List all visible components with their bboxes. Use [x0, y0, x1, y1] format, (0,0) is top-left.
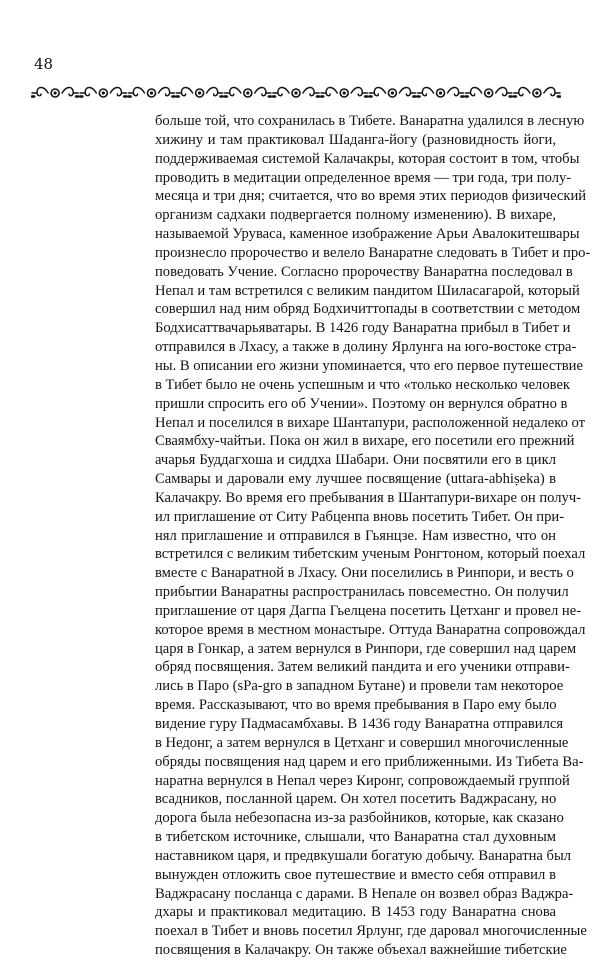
- scroll-curl-mark: [110, 87, 126, 95]
- text-line: в Недонг, а затем вернулся в Цетханг и совершил многочисленные: [155, 734, 569, 751]
- scroll-curl-mark: [418, 87, 434, 95]
- scroll-curl-mark: [255, 87, 271, 95]
- text-line: совершил над ним обряд Бодхичиттопады в соответствии с методом: [155, 301, 581, 318]
- text-line: обряды посвящения над царем и его приближенными. Из Тибета Ва-: [155, 753, 584, 770]
- scroll-curl-mark: [351, 87, 367, 95]
- scroll-curl-mark: [399, 87, 415, 95]
- text-line: произнесло пророчество и велело Ванаратне следовать в Тибет и про-: [155, 244, 591, 261]
- leaf-mark: [412, 95, 417, 98]
- text-line: которое время в местном монастыре. Оттуда Ванаратна сопровождал: [155, 621, 586, 638]
- text-line: всадников, посланной царем. Он хотел посетить Ваджрасану, но: [155, 791, 557, 808]
- text-line: Сваямбху-чайтьи. Пока он жил в вихаре, его посетили его прежний: [155, 433, 575, 450]
- scroll-curl-mark: [128, 87, 144, 95]
- leaf-mark: [460, 95, 465, 98]
- text-line: Бодхисаттвачарьяватары. В 1426 году Ванаратна прибыл в Тибет и: [155, 320, 571, 337]
- scroll-curl-mark: [448, 87, 464, 95]
- text-line: хижину и там практиковал Шаданга-йогу (разновидность йоги,: [155, 131, 556, 148]
- text-line: поведовать Учение. Согласно пророчеству Ванаратна последовал в: [155, 263, 573, 280]
- text-line: посвящения в Калачакру. Он также объехал важнейшие тибетские: [155, 942, 567, 959]
- text-line: царя в Гонкар, а затем вернулся в Ринпори, где совершил над царем: [155, 640, 577, 657]
- text-line: организм садхаки подвергается полному изменению). В вихаре,: [155, 207, 556, 224]
- scroll-curl-mark: [62, 87, 78, 95]
- leaf-mark: [75, 95, 80, 98]
- text-line: обряд посвящения. Затем великий пандита и его ученики отправи-: [155, 659, 570, 676]
- text-line: ачарья Буддагхоша и сиддха Шабари. Они посвятили его в цикл: [155, 452, 556, 469]
- text-line: Ваджрасану посланца с дарами. В Непале он возвел образ Ваджра-: [155, 885, 574, 902]
- leaf-mark: [219, 95, 224, 98]
- ornament-divider: [31, 84, 561, 102]
- scroll-curl-mark: [273, 87, 289, 95]
- body-text: [155, 112, 591, 960]
- rosette-center-mark: [150, 91, 153, 94]
- scroll-curl-mark: [159, 87, 175, 95]
- rosette-center-mark: [198, 91, 201, 94]
- text-line: месяца и три дня; считается, что во время этих периодов физический: [155, 188, 587, 205]
- text-line: нял приглашение и отправился в Гьянцзе. Нам известно, что он: [155, 527, 556, 544]
- leaf-mark: [171, 95, 176, 98]
- scroll-curl-mark: [303, 87, 319, 95]
- text-line: в Тибет было не очень успешным и что «только несколько человек: [155, 376, 571, 393]
- text-line: больше той, что сохранилась в Тибете. Ванаратна удалился в лесную: [155, 113, 585, 129]
- scroll-curl-mark: [544, 87, 560, 95]
- text-line: видение гуру Падмасамбхавы. В 1436 году Ванаратна отправился: [155, 716, 564, 732]
- scroll-curl-mark: [496, 87, 512, 95]
- text-line: вместе с Ванаратной в Лхасу. Они поселились в Ринпори, и весть о: [155, 565, 574, 582]
- text-line: дорога была небезопасна из-за разбойников, которые, как сказано: [155, 810, 564, 827]
- text-line: называемой Уруваса, каменное изображение Арьи Авалокитешвары: [155, 226, 580, 243]
- text-line: поехал в Тибет и вновь посетил Ярлунг, где даровал многочисленные: [155, 923, 587, 940]
- text-line: прибытии Ванаратны распространилась повсеместно. Он получил: [155, 584, 569, 601]
- vine-scroll-border-icon: [31, 84, 561, 102]
- leaf-mark: [123, 95, 128, 98]
- page-number: 48: [34, 55, 54, 73]
- leaf-mark: [464, 95, 469, 98]
- rosette-center-mark: [439, 91, 442, 94]
- scroll-curl-mark: [369, 87, 385, 95]
- text-line: приглашение от царя Дагпа Гьелцена посетить Цетханг и провел не-: [155, 602, 582, 619]
- text-line: ил приглашение от Ситу Рабценпа вновь посетить Тибет. Он при-: [155, 508, 565, 525]
- text-line: лись в Паро (sPa-gro в западном Бутане) и провели там некоторое: [155, 678, 564, 695]
- scroll-curl-mark: [225, 87, 241, 95]
- text-line: проводить в медитации определенное время — три года, три полу-: [155, 169, 572, 186]
- leaf-mark: [364, 95, 369, 98]
- text-line: вынужден отложить свое путешествие и вместо себя отправил в: [155, 866, 556, 883]
- leaf-mark: [320, 95, 325, 98]
- rosette-center-mark: [535, 91, 538, 94]
- text-line: дхары и практиковал медитацию. В 1453 году Ванаратна снова: [155, 904, 556, 921]
- leaf-mark: [31, 95, 36, 98]
- rosette-center-mark: [487, 91, 490, 94]
- leaf-mark: [175, 95, 180, 98]
- rosette-center-mark: [246, 91, 249, 94]
- text-line: в тибетском источнике, слышали, что Ванаратна стал духовным: [155, 829, 556, 846]
- leaf-mark: [272, 95, 277, 98]
- leaf-mark: [127, 95, 132, 98]
- scroll-curl-mark: [321, 87, 337, 95]
- text-line: Непал и там встретился с великим пандитом Шиласагарой, который: [155, 282, 580, 299]
- rosette-center-mark: [54, 91, 57, 94]
- rosette-center-mark: [391, 91, 394, 94]
- text-line: пришли спросить его об Учении». Поэтому он вернулся обратно в: [155, 395, 568, 412]
- leaf-mark: [368, 95, 373, 98]
- rosette-center-mark: [294, 91, 297, 94]
- text-line: ны. В описании его жизни упоминается, что его первое путешествие: [155, 357, 583, 374]
- leaf-mark: [508, 95, 513, 98]
- scroll-curl-mark: [207, 87, 223, 95]
- leaf-mark: [223, 95, 228, 98]
- scroll-curl-mark: [80, 87, 96, 95]
- text-line: Самвары и даровали ему лучшее посвящение (uttara-abhiṣeka) в: [155, 471, 556, 488]
- scroll-curl-mark: [514, 87, 530, 95]
- text-line: Калачакру. Во время его пребывания в Шантапури-вихаре он получ-: [155, 489, 582, 506]
- leaf-mark: [557, 95, 562, 98]
- rosette-center-mark: [343, 91, 346, 94]
- text-line: наставником царя, и предвкушали богатую добычу. Ванаратна был: [155, 847, 572, 864]
- leaf-mark: [416, 95, 421, 98]
- scroll-curl-mark: [32, 87, 48, 95]
- scroll-curl-mark: [177, 87, 193, 95]
- leaf-mark: [79, 95, 84, 98]
- scroll-curl-mark: [466, 87, 482, 95]
- text-line: наратна вернулся в Непал через Киронг, сопровождаемый группой: [155, 772, 570, 789]
- text-line: отправился в Лхасу, а также в долину Ярлунга на юго-востоке стра-: [155, 339, 577, 356]
- text-line: время. Рассказывают, что во время пребывания в Паро ему было: [155, 697, 557, 714]
- leaf-mark: [513, 95, 518, 98]
- text-line: встретился с великим тибетским ученым Ронгтоном, который поехал: [155, 546, 586, 563]
- leaf-mark: [316, 95, 321, 98]
- text-line: поддерживаемая системой Калачакры, которая состоит в том, чтобы: [155, 150, 580, 167]
- text-line: Непал и поселился в вихаре Шантапури, расположенной недалеко от: [155, 414, 586, 431]
- rosette-center-mark: [102, 91, 105, 94]
- leaf-mark: [267, 95, 272, 98]
